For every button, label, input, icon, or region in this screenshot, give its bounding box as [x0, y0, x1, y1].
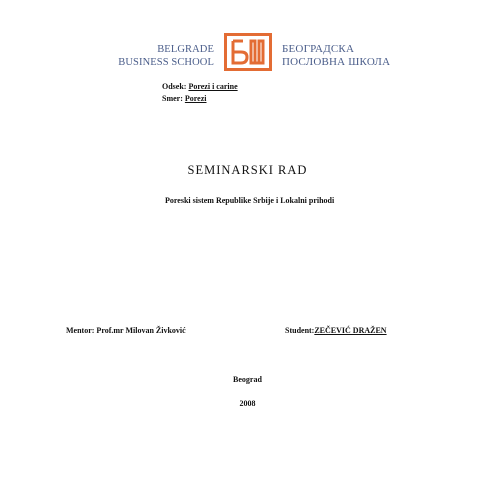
department-label: Odsek:: [162, 82, 187, 91]
mentor-line: Mentor: Prof.mr Milovan Živković: [66, 326, 186, 335]
student-label: Student:: [285, 326, 315, 335]
logo-latin-line1: BELGRADE: [157, 44, 214, 55]
department-value: Porezi i carine: [188, 82, 238, 91]
student-line: [285, 326, 387, 335]
logo-latin-text: [118, 43, 214, 69]
department-line: [162, 82, 238, 92]
bbs-monogram-icon: [224, 33, 272, 71]
logo-latin-line2: BUSINESS SCHOOL: [118, 57, 214, 68]
document-title: SEMINARSKI RAD: [187, 163, 308, 177]
logo-cyrillic-line2: ПОСЛОВНА ШКОЛА: [282, 56, 391, 68]
logo-cyrillic-text: [282, 43, 390, 69]
student-name: ZEČEVIĆ DRAŽEN: [314, 326, 387, 335]
logo-cyrillic-line1: БЕОГРАДСКА: [282, 43, 355, 55]
major-label: Smer:: [162, 94, 183, 103]
major-line: [162, 94, 207, 104]
document-subtitle: Poreski sistem Republike Srbije i Lokalni prihodi: [165, 196, 335, 205]
year: 2008: [239, 399, 256, 408]
major-value: Porezi: [184, 94, 207, 103]
city: Beograd: [233, 375, 262, 384]
